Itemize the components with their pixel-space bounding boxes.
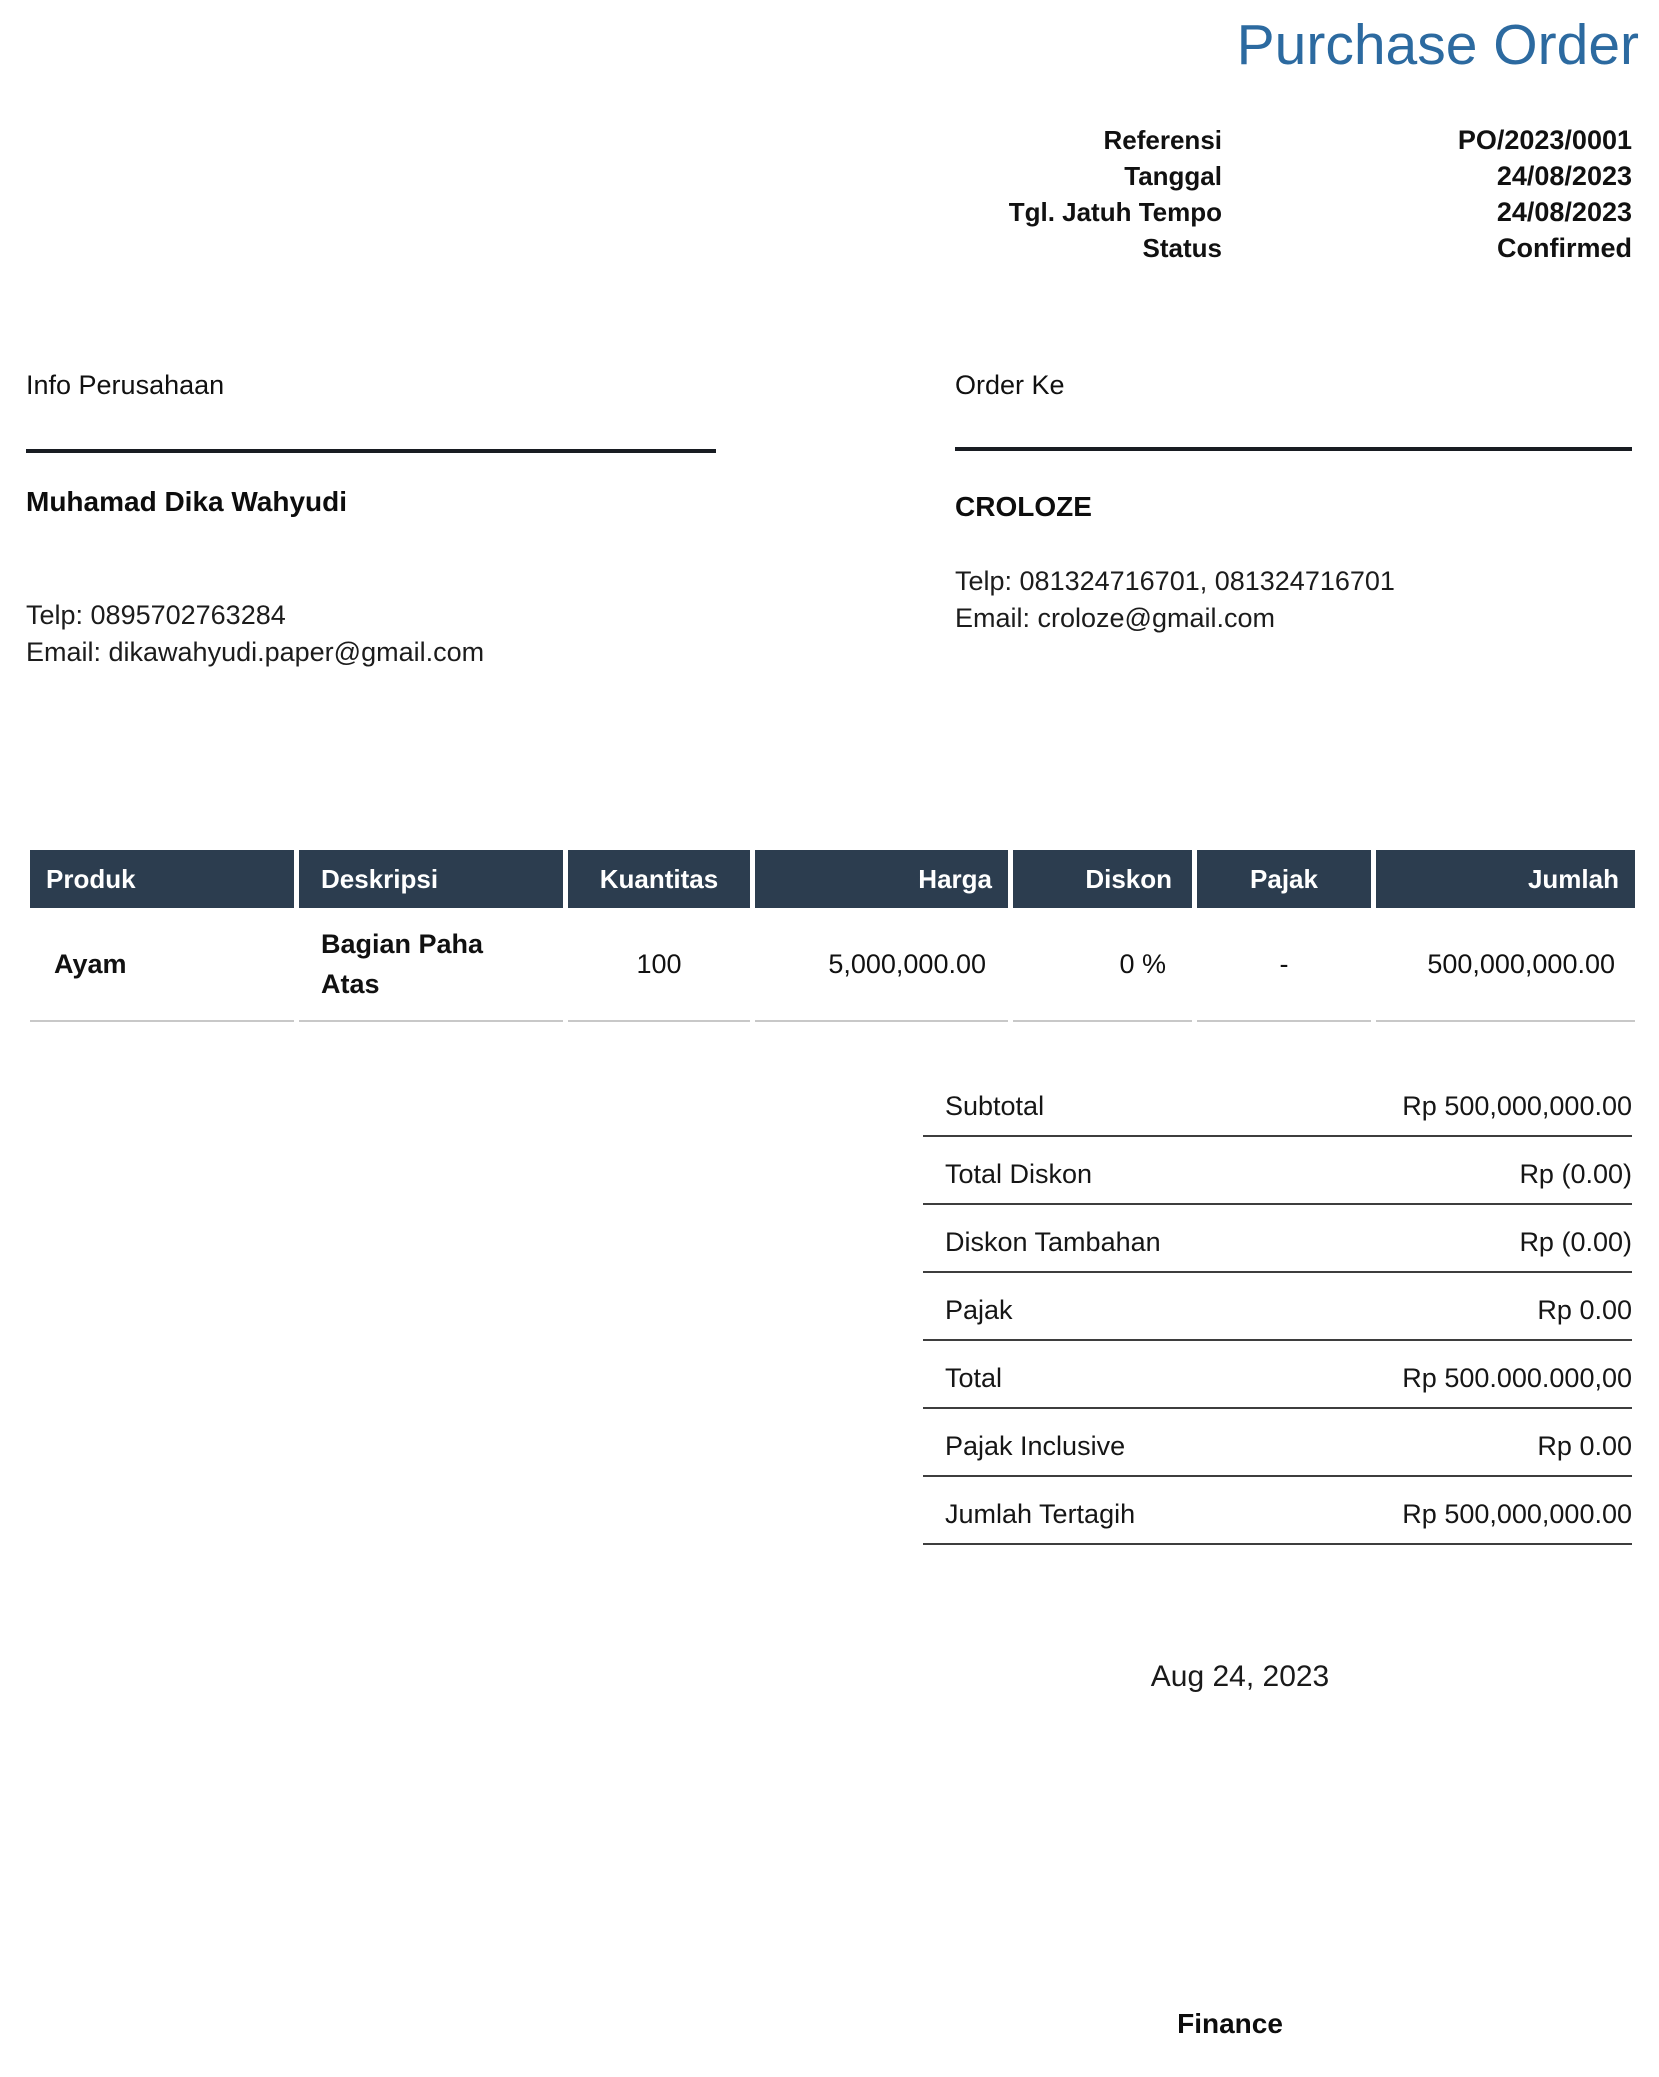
cell-produk: Ayam xyxy=(30,908,294,1022)
header-diskon: Diskon xyxy=(1013,850,1192,908)
cell-kuantitas: 100 xyxy=(568,908,750,1022)
total-row-subtotal xyxy=(923,1081,1632,1137)
order-to-section xyxy=(955,370,1632,637)
total-value: Rp 500.000.000,00 xyxy=(1402,1363,1632,1393)
meta-row-referensi xyxy=(922,122,1632,158)
meta-label: Status xyxy=(1142,232,1222,263)
totals-block xyxy=(923,1081,1632,1557)
order-to-divider xyxy=(955,447,1632,451)
order-to-heading: Order Ke xyxy=(955,370,1065,400)
meta-row-jatuh-tempo xyxy=(922,194,1632,230)
total-label: Total xyxy=(945,1363,1003,1393)
company-info-section xyxy=(26,370,716,671)
meta-value: PO/2023/0001 xyxy=(1457,124,1632,155)
reference-meta-block xyxy=(922,122,1632,266)
total-label: Jumlah Tertagih xyxy=(945,1499,1136,1529)
header-harga: Harga xyxy=(755,850,1008,908)
items-table xyxy=(30,850,1635,1022)
meta-value: 24/08/2023 xyxy=(1496,160,1632,191)
meta-row-status xyxy=(922,230,1632,266)
vendor-contact xyxy=(955,563,1632,637)
meta-value: 24/08/2023 xyxy=(1496,196,1632,227)
company-info-heading: Info Perusahaan xyxy=(26,370,225,400)
total-value: Rp 0.00 xyxy=(1537,1295,1632,1325)
total-label: Pajak xyxy=(945,1295,1013,1325)
status-badge: Confirmed xyxy=(1497,232,1632,263)
company-email: Email: dikawahyudi.paper@gmail.com xyxy=(26,637,485,667)
cell-deskripsi: Bagian Paha Atas xyxy=(299,908,563,1022)
company-name: Muhamad Dika Wahyudi xyxy=(26,486,348,517)
company-divider xyxy=(26,449,716,453)
total-value: Rp (0.00) xyxy=(1519,1159,1632,1189)
header-produk: Produk xyxy=(30,850,294,908)
cell-jumlah: 500,000,000.00 xyxy=(1376,908,1635,1022)
total-row-pajak-inclusive xyxy=(923,1421,1632,1477)
total-label: Pajak Inclusive xyxy=(945,1431,1126,1461)
page-title: Purchase Order xyxy=(1236,13,1639,77)
total-row-total-diskon xyxy=(923,1149,1632,1205)
cell-harga: 5,000,000.00 xyxy=(755,908,1008,1022)
total-label: Total Diskon xyxy=(945,1159,1093,1189)
vendor-email: Email: croloze@gmail.com xyxy=(955,603,1275,633)
table-row xyxy=(30,908,1635,1022)
meta-row-tanggal xyxy=(922,158,1632,194)
meta-label: Tanggal xyxy=(1124,160,1222,191)
total-label: Subtotal xyxy=(945,1091,1045,1121)
vendor-phone: Telp: 081324716701, 081324716701 xyxy=(955,566,1395,596)
header-deskripsi: Deskripsi xyxy=(299,850,563,908)
total-row-pajak xyxy=(923,1285,1632,1341)
total-row-total xyxy=(923,1353,1632,1409)
total-value: Rp (0.00) xyxy=(1519,1227,1632,1257)
header-pajak: Pajak xyxy=(1197,850,1371,908)
total-label: Diskon Tambahan xyxy=(945,1227,1161,1257)
company-contact xyxy=(26,597,716,671)
vendor-name: CROLOZE xyxy=(955,491,1092,522)
items-table-header xyxy=(30,850,1635,908)
signature-date: Aug 24, 2023 xyxy=(1150,1660,1330,1693)
header-kuantitas: Kuantitas xyxy=(568,850,750,908)
meta-label: Referensi xyxy=(1103,124,1222,155)
total-row-diskon-tambahan xyxy=(923,1217,1632,1273)
total-value: Rp 0.00 xyxy=(1537,1431,1632,1461)
total-row-jumlah-tertagih xyxy=(923,1489,1632,1545)
meta-label: Tgl. Jatuh Tempo xyxy=(1008,196,1222,227)
company-phone: Telp: 0895702763284 xyxy=(26,600,286,630)
cell-diskon: 0 % xyxy=(1013,908,1192,1022)
total-value: Rp 500,000,000.00 xyxy=(1402,1091,1632,1121)
header-jumlah: Jumlah xyxy=(1376,850,1635,908)
cell-pajak: - xyxy=(1197,908,1371,1022)
signature-role: Finance xyxy=(1177,2008,1283,2039)
total-value: Rp 500,000,000.00 xyxy=(1402,1499,1632,1529)
